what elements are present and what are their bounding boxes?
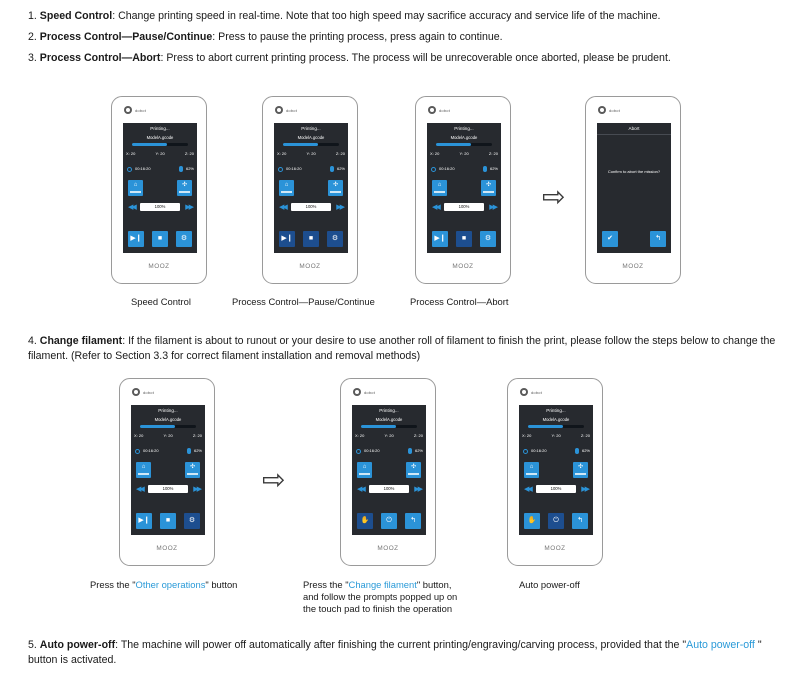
settings-icon: ⚙ — [180, 235, 188, 242]
heater-icon: ⌂ — [284, 182, 289, 188]
item-title: Speed Control — [39, 10, 113, 22]
coordinates — [126, 151, 194, 156]
button-row — [602, 231, 666, 247]
logo-icon — [598, 106, 606, 114]
speed-down-icon[interactable]: ◀◀ — [279, 203, 286, 211]
device-header — [124, 106, 146, 114]
time-value: 00:16:20 — [439, 166, 455, 172]
time-value: 00:16:20 — [135, 166, 151, 172]
time-value: 00:16:20 — [531, 448, 547, 454]
clock-icon — [356, 449, 361, 454]
time-readout — [127, 166, 151, 171]
file-name: ModelA.gcode — [375, 417, 403, 422]
fan-icon: ✣ — [485, 182, 492, 188]
file-name: ModelA.gcode — [450, 135, 478, 140]
model-label: MOOZ — [622, 263, 644, 270]
status-row — [127, 166, 194, 172]
power-icon: ⏻ — [553, 517, 559, 524]
progress-bar — [436, 143, 492, 146]
thermometer-icon — [575, 448, 579, 454]
x-coord: X: 20 — [430, 151, 440, 156]
speed-value: 100% — [148, 485, 188, 493]
link-other-operations: Other operations — [135, 579, 206, 590]
touch-screen — [123, 123, 197, 253]
speed-down-icon[interactable]: ◀◀ — [136, 485, 143, 493]
play-pause-button[interactable] — [432, 231, 448, 247]
progress-bar — [283, 143, 339, 146]
play-pause-icon: ▶❙ — [138, 517, 150, 524]
y-coord: Y: 20 — [163, 433, 173, 438]
back-icon: ↰ — [410, 517, 416, 524]
y-coord: Y: 20 — [155, 151, 165, 156]
play-pause-button[interactable] — [136, 513, 152, 529]
logo-icon — [353, 388, 361, 396]
clock-icon — [278, 167, 283, 172]
caption-abort: Process Control—Abort — [410, 296, 509, 307]
brand-label: dobot — [286, 107, 298, 113]
item-text: " button is activated. — [28, 639, 762, 666]
x-coord: X: 20 — [522, 433, 532, 438]
tile-row — [279, 180, 343, 196]
time-readout — [278, 166, 302, 171]
device-auto-power-off — [507, 378, 603, 566]
back-icon: ↰ — [577, 517, 583, 524]
progress-bar — [132, 143, 188, 146]
time-readout — [523, 448, 547, 453]
settings-button[interactable] — [480, 231, 496, 247]
touch-screen — [274, 123, 348, 253]
confirm-button[interactable] — [602, 231, 618, 247]
item-auto-power-off — [28, 638, 778, 668]
z-coord: Z: 20 — [335, 151, 345, 156]
fan-icon: ✣ — [189, 464, 196, 470]
temp-value: 62% — [489, 166, 498, 172]
speed-up-icon[interactable]: ▶▶ — [336, 203, 343, 211]
file-name: ModelA.gcode — [154, 417, 182, 422]
thermometer-icon — [179, 166, 183, 172]
time-readout — [431, 166, 455, 171]
heater-icon: ⌂ — [529, 464, 534, 470]
model-label: MOOZ — [156, 545, 178, 552]
speed-down-icon[interactable]: ◀◀ — [128, 203, 135, 211]
time-value: 00:16:20 — [364, 448, 380, 454]
back-icon: ↰ — [655, 235, 661, 242]
speed-value: 100% — [444, 203, 484, 211]
speed-control — [279, 203, 343, 211]
speed-up-icon[interactable]: ▶▶ — [185, 203, 192, 211]
temp-readout — [483, 166, 498, 172]
item-change-filament — [28, 334, 778, 364]
right-arrow-icon: ⇨ — [542, 181, 566, 212]
brand-label: dobot — [135, 107, 147, 113]
fan-tile[interactable] — [328, 180, 343, 196]
heat-tile[interactable] — [128, 180, 143, 196]
stop-button[interactable] — [152, 231, 168, 247]
button-row — [357, 513, 421, 529]
stop-button[interactable] — [160, 513, 176, 529]
item-number: 3. — [28, 52, 37, 64]
settings-icon: ⚙ — [484, 235, 492, 242]
model-label: MOOZ — [148, 263, 170, 270]
time-value: 00:16:20 — [143, 448, 159, 454]
tile-row — [432, 180, 496, 196]
abort-message: Confirm to abort the mission? — [607, 169, 661, 174]
x-coord: X: 20 — [355, 433, 365, 438]
device-header — [275, 106, 297, 114]
speed-control — [136, 485, 200, 493]
fan-tile[interactable] — [406, 462, 421, 478]
button-row — [524, 513, 588, 529]
touch-screen — [131, 405, 205, 535]
item-pause-continue — [28, 30, 778, 45]
caption-change-filament: Press the "Change filament" button, and follow the prompts popped up on the touch pad to finish the operation — [303, 579, 458, 614]
temp-readout — [575, 448, 590, 454]
touch-screen — [427, 123, 501, 253]
auto-power-off-button[interactable] — [381, 513, 397, 529]
fan-icon: ✣ — [577, 464, 584, 470]
speed-down-icon[interactable]: ◀◀ — [524, 485, 531, 493]
item-number: 2. — [28, 31, 37, 43]
stop-icon: ■ — [157, 235, 163, 242]
model-label: MOOZ — [452, 263, 474, 270]
speed-value: 100% — [291, 203, 331, 211]
file-name: ModelA.gcode — [146, 135, 174, 140]
brand-label: dobot — [531, 389, 543, 395]
speed-value: 100% — [140, 203, 180, 211]
touch-screen — [352, 405, 426, 535]
clock-icon — [523, 449, 528, 454]
tile-row — [357, 462, 421, 478]
button-row — [128, 231, 192, 247]
z-coord: Z: 20 — [184, 151, 194, 156]
change-filament-button[interactable] — [357, 513, 373, 529]
brand-label: dobot — [439, 107, 451, 113]
thermometer-icon — [408, 448, 412, 454]
clock-icon — [431, 167, 436, 172]
model-label: MOOZ — [544, 545, 566, 552]
right-arrow-icon: ⇨ — [262, 464, 286, 495]
progress-fill — [283, 143, 318, 146]
model-label: MOOZ — [299, 263, 321, 270]
z-coord: Z: 20 — [580, 433, 590, 438]
temp-value: 62% — [193, 448, 202, 454]
stop-button[interactable] — [456, 231, 472, 247]
progress-fill — [436, 143, 471, 146]
other-operations-button[interactable] — [184, 513, 200, 529]
power-icon: ⏻ — [386, 517, 392, 524]
device-header — [428, 106, 450, 114]
item-title: Process Control—Abort — [39, 52, 161, 64]
item-number: 1. — [28, 10, 37, 22]
model-label: MOOZ — [377, 545, 399, 552]
filament-icon: ✋ — [527, 517, 537, 524]
time-value: 00:16:20 — [286, 166, 302, 172]
heat-tile[interactable] — [279, 180, 294, 196]
logo-icon — [124, 106, 132, 114]
z-coord: Z: 20 — [488, 151, 498, 156]
time-readout — [135, 448, 159, 453]
x-coord: X: 20 — [126, 151, 136, 156]
file-name: ModelA.gcode — [297, 135, 325, 140]
thermometer-icon — [330, 166, 334, 172]
brand-label: dobot — [143, 389, 155, 395]
back-button[interactable] — [572, 513, 588, 529]
button-row — [432, 231, 496, 247]
coordinates — [277, 151, 345, 156]
speed-control — [128, 203, 192, 211]
caption-other-operations: Press the "Other operations" button — [90, 579, 238, 590]
touch-screen — [519, 405, 593, 535]
item-title: Change filament — [39, 335, 123, 347]
item-text: : Change printing speed in real-time. Note that too high speed may sacrifice accuracy and service life of the machine. — [112, 10, 661, 22]
y-coord: Y: 20 — [551, 433, 561, 438]
item-text: : Press to pause the printing process, press again to continue. — [212, 31, 503, 43]
z-coord: Z: 20 — [413, 433, 423, 438]
logo-icon — [275, 106, 283, 114]
fan-tile[interactable] — [177, 180, 192, 196]
speed-value: 100% — [536, 485, 576, 493]
thermometer-icon — [187, 448, 191, 454]
back-button[interactable] — [650, 231, 666, 247]
fan-icon: ✣ — [332, 182, 339, 188]
screen-title: Printing... — [546, 408, 566, 413]
temp-readout — [179, 166, 194, 172]
button-row — [136, 513, 200, 529]
tile-row — [136, 462, 200, 478]
temp-value: 62% — [414, 448, 423, 454]
play-pause-button[interactable] — [279, 231, 295, 247]
link-change-filament: Change filament — [348, 579, 417, 590]
fan-tile[interactable] — [185, 462, 200, 478]
fan-icon: ✣ — [181, 182, 188, 188]
device-change-filament — [340, 378, 436, 566]
coordinates — [355, 433, 423, 438]
coordinates — [430, 151, 498, 156]
tile-row — [524, 462, 588, 478]
fan-tile[interactable] — [573, 462, 588, 478]
heater-icon: ⌂ — [362, 464, 367, 470]
heater-icon: ⌂ — [437, 182, 442, 188]
play-pause-button[interactable] — [128, 231, 144, 247]
logo-icon — [520, 388, 528, 396]
brand-label: dobot — [364, 389, 376, 395]
file-name: ModelA.gcode — [542, 417, 570, 422]
coordinates — [134, 433, 202, 438]
x-coord: X: 20 — [134, 433, 144, 438]
y-coord: Y: 20 — [384, 433, 394, 438]
brand-label: dobot — [609, 107, 621, 113]
caption-speed-control: Speed Control — [131, 296, 191, 307]
button-row — [279, 231, 343, 247]
device-other-operations — [119, 378, 215, 566]
progress-fill — [140, 425, 175, 428]
device-header — [520, 388, 542, 396]
fan-tile[interactable] — [481, 180, 496, 196]
progress-bar — [361, 425, 417, 428]
play-pause-icon: ▶❙ — [130, 235, 142, 242]
item-speed-control — [28, 9, 778, 24]
progress-fill — [528, 425, 563, 428]
speed-value: 100% — [369, 485, 409, 493]
abort-title: Abort — [628, 126, 640, 131]
thermometer-icon — [483, 166, 487, 172]
speed-up-icon[interactable]: ▶▶ — [489, 203, 496, 211]
temp-value: 62% — [185, 166, 194, 172]
speed-down-icon[interactable]: ◀◀ — [357, 485, 364, 493]
speed-up-icon[interactable]: ▶▶ — [414, 485, 421, 493]
logo-icon — [428, 106, 436, 114]
logo-icon — [132, 388, 140, 396]
link-auto-power-off: Auto power-off — [686, 639, 755, 651]
temp-readout — [330, 166, 345, 172]
check-icon: ✔ — [607, 235, 613, 242]
speed-control — [357, 485, 421, 493]
change-filament-button[interactable] — [524, 513, 540, 529]
speed-down-icon[interactable]: ◀◀ — [432, 203, 439, 211]
item-title: Auto power-off — [39, 639, 116, 651]
status-row — [356, 448, 423, 454]
screen-title: Printing... — [379, 408, 399, 413]
item-text: : If the filament is about to runout or your desire to use another roll of filament to finish the print, please follow the steps below to change the filament. (Refer to Section 3.3 for correct filament installation and removal methods) — [28, 335, 776, 362]
screen-title: Printing... — [301, 126, 321, 131]
device-speed-control — [111, 96, 207, 284]
clock-icon — [127, 167, 132, 172]
heat-tile[interactable] — [432, 180, 447, 196]
stop-icon: ■ — [308, 235, 314, 242]
temp-readout — [187, 448, 202, 454]
caption-auto-power-off: Auto power-off — [519, 579, 580, 590]
stop-icon: ■ — [165, 517, 171, 524]
x-coord: X: 20 — [277, 151, 287, 156]
device-abort — [415, 96, 511, 284]
fan-icon: ✣ — [410, 464, 417, 470]
screen-title: Printing... — [150, 126, 170, 131]
item-number: 5. — [28, 639, 37, 651]
z-coord: Z: 20 — [192, 433, 202, 438]
temp-readout — [408, 448, 423, 454]
temp-value: 62% — [581, 448, 590, 454]
device-header — [598, 106, 620, 114]
item-text: : Press to abort current printing process. The process will be unrecoverable once aborted, please be prudent. — [160, 52, 671, 64]
speed-control — [524, 485, 588, 493]
auto-power-off-button[interactable] — [548, 513, 564, 529]
heater-icon: ⌂ — [133, 182, 138, 188]
item-title: Process Control—Pause/Continue — [39, 31, 213, 43]
heater-icon: ⌂ — [141, 464, 146, 470]
filament-icon: ✋ — [360, 517, 370, 524]
settings-button[interactable] — [327, 231, 343, 247]
device-pause-continue — [262, 96, 358, 284]
device-header — [132, 388, 154, 396]
play-pause-icon: ▶❙ — [434, 235, 446, 242]
clock-icon — [135, 449, 140, 454]
item-text: : The machine will power off automatically after finishing the current printing/engraving/carving process, provided that the " — [115, 639, 687, 651]
play-pause-icon: ▶❙ — [281, 235, 293, 242]
progress-bar — [140, 425, 196, 428]
settings-icon: ⚙ — [188, 517, 196, 524]
heat-tile[interactable] — [136, 462, 151, 478]
screen-title: Printing... — [454, 126, 474, 131]
tile-row — [128, 180, 192, 196]
device-header — [353, 388, 375, 396]
back-button[interactable] — [405, 513, 421, 529]
item-abort — [28, 51, 778, 66]
speed-up-icon[interactable]: ▶▶ — [193, 485, 200, 493]
settings-icon: ⚙ — [331, 235, 339, 242]
progress-fill — [361, 425, 396, 428]
status-row — [135, 448, 202, 454]
settings-button[interactable] — [176, 231, 192, 247]
status-row — [431, 166, 498, 172]
status-row — [278, 166, 345, 172]
speed-up-icon[interactable]: ▶▶ — [581, 485, 588, 493]
heat-tile[interactable] — [524, 462, 539, 478]
screen-title: Printing... — [158, 408, 178, 413]
item-number: 4. — [28, 335, 37, 347]
y-coord: Y: 20 — [459, 151, 469, 156]
progress-bar — [528, 425, 584, 428]
speed-control — [432, 203, 496, 211]
stop-icon: ■ — [461, 235, 467, 242]
time-readout — [356, 448, 380, 453]
y-coord: Y: 20 — [306, 151, 316, 156]
title-divider — [597, 134, 671, 135]
device-abort-confirm — [585, 96, 681, 284]
temp-value: 62% — [336, 166, 345, 172]
status-row — [523, 448, 590, 454]
caption-pause-continue: Process Control—Pause/Continue — [232, 296, 375, 307]
touch-screen — [597, 123, 671, 253]
coordinates — [522, 433, 590, 438]
stop-button[interactable] — [303, 231, 319, 247]
progress-fill — [132, 143, 167, 146]
heat-tile[interactable] — [357, 462, 372, 478]
